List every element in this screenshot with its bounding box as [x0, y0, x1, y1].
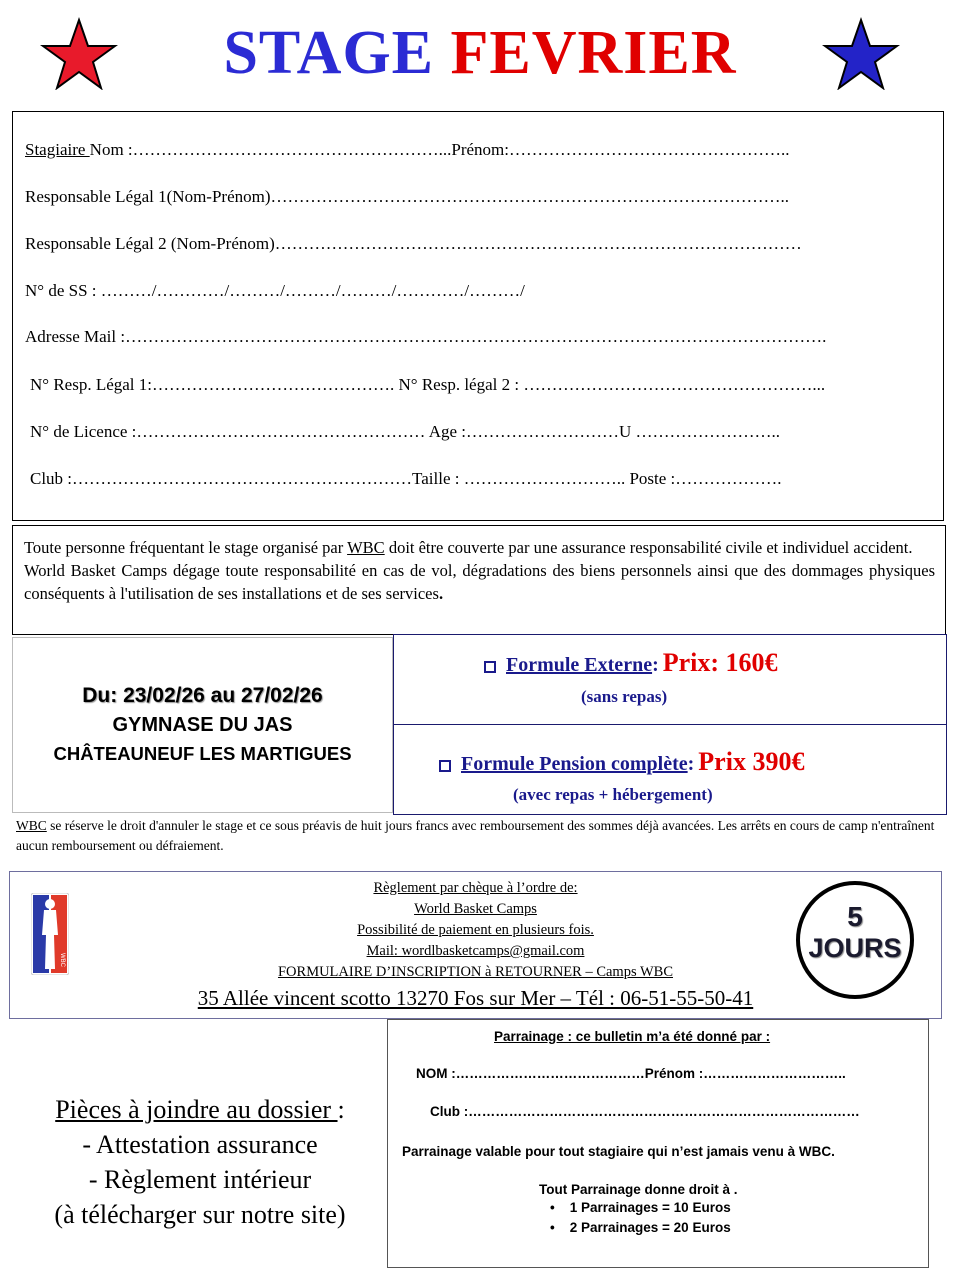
- event-venue: GYMNASE DU JAS: [112, 714, 293, 736]
- payment-line-5: FORMULAIRE D’INSCRIPTION à RETOURNER – Camps WBC: [277, 964, 673, 980]
- registration-form: [12, 111, 944, 521]
- days-word: JOURS: [808, 933, 902, 963]
- divider: [394, 724, 946, 725]
- document-item: (à télécharger sur notre site): [54, 1200, 346, 1229]
- insurance-notice: Toute personne fréquentant le stage organisé par WBC doit être couverte par une assurance responsabilité civile et individuel accident. World Basket Camps dégage toute responsabilité en cas de vol, dégradations des biens personnels ainsi que des dommages physiques conséquents à l'utilisation de ses installations et de ses services.: [12, 525, 946, 635]
- days-badge: [796, 881, 914, 999]
- referral-reward-title: Tout Parrainage donne droit à .: [539, 1182, 738, 1197]
- referral-name-field[interactable]: NOM :……………………………………Prénom :…………………………..: [416, 1066, 846, 1081]
- phone-fields[interactable]: N° Resp. Légal 1:……………………………………. N° Resp. légal 2 : ……………………………………………...: [30, 375, 826, 394]
- days-number: 5: [847, 901, 863, 932]
- referral-reward-1: • 1 Parrainages = 10 Euros: [550, 1200, 731, 1215]
- document-item: - Attestation assurance: [82, 1130, 318, 1159]
- payment-line-2: World Basket Camps: [414, 901, 537, 917]
- referral-box: [387, 1019, 929, 1268]
- referral-validity: Parrainage valable pour tout stagiaire qui n’est jamais venu à WBC.: [402, 1144, 835, 1159]
- pension-note: (avec repas + hébergement): [513, 785, 713, 804]
- checkbox-icon[interactable]: [484, 661, 496, 673]
- svg-text:WBC: WBC: [59, 953, 65, 967]
- referral-reward-2: • 2 Parrainages = 20 Euros: [550, 1220, 731, 1235]
- payment-address: 35 Allée vincent scotto 13270 Fos sur Mer – Tél : 06-51-55-50-41: [197, 986, 754, 1010]
- pricing-options: [393, 634, 947, 815]
- option-pension[interactable]: Formule Pension complète: Prix 390€: [439, 747, 804, 777]
- payment-mail[interactable]: Mail: wordlbasketcamps@gmail.com: [366, 943, 585, 959]
- resp2-field[interactable]: Responsable Légal 2 (Nom-Prénom)…………………………………………………………………………………: [25, 234, 802, 253]
- licence-age-fields[interactable]: N° de Licence :…………………………………………… Age :………………………U ……………………..: [30, 422, 781, 441]
- required-documents: [20, 1092, 380, 1232]
- payment-line-1: Règlement par chèque à l’ordre de:: [373, 880, 578, 896]
- resp1-field[interactable]: Responsable Légal 1(Nom-Prénom)………………………………………………………………………………..: [25, 187, 789, 206]
- event-dates: Du: 23/02/26 au 27/02/26: [82, 684, 323, 707]
- referral-club-field[interactable]: Club :……………………………………………………………………………: [430, 1104, 860, 1119]
- event-city: CHÂTEAUNEUF LES MARTIGUES: [53, 743, 352, 764]
- checkbox-icon[interactable]: [439, 760, 451, 772]
- referral-title: Parrainage : ce bulletin m’a été donné par :: [494, 1029, 771, 1044]
- externe-note: (sans repas): [581, 687, 668, 706]
- event-info: [12, 637, 393, 813]
- cancellation-notice: WBC se réserve le droit d'annuler le stage et ce sous préavis de huit jours francs avec remboursement des sommes déjà avancées. Les arrêts en cours de camp n'entraînent aucun remboursement ou défraiement.: [16, 818, 935, 853]
- ss-field[interactable]: N° de SS : ………/…………/………/………/………/…………/………/: [25, 281, 525, 300]
- stagiaire-line[interactable]: Stagiaire Nom :………………………………………………...Prénom:…………………………………………..: [25, 140, 790, 159]
- documents-title: Pièces à joindre au dossier :: [55, 1095, 345, 1124]
- document-item: - Règlement intérieur: [88, 1165, 312, 1194]
- payment-line-3: Possibilité de paiement en plusieurs fois.: [357, 922, 594, 938]
- page-title: STAGE FEVRIER: [223, 19, 737, 87]
- option-externe[interactable]: Formule Externe: Prix: 160€: [484, 648, 778, 678]
- mail-field[interactable]: Adresse Mail :…………………………………………………………………………………………………………….: [25, 327, 827, 346]
- club-taille-poste-fields[interactable]: Club :……………………………………………………Taille : ……………………….. Poste :……………….: [30, 469, 782, 488]
